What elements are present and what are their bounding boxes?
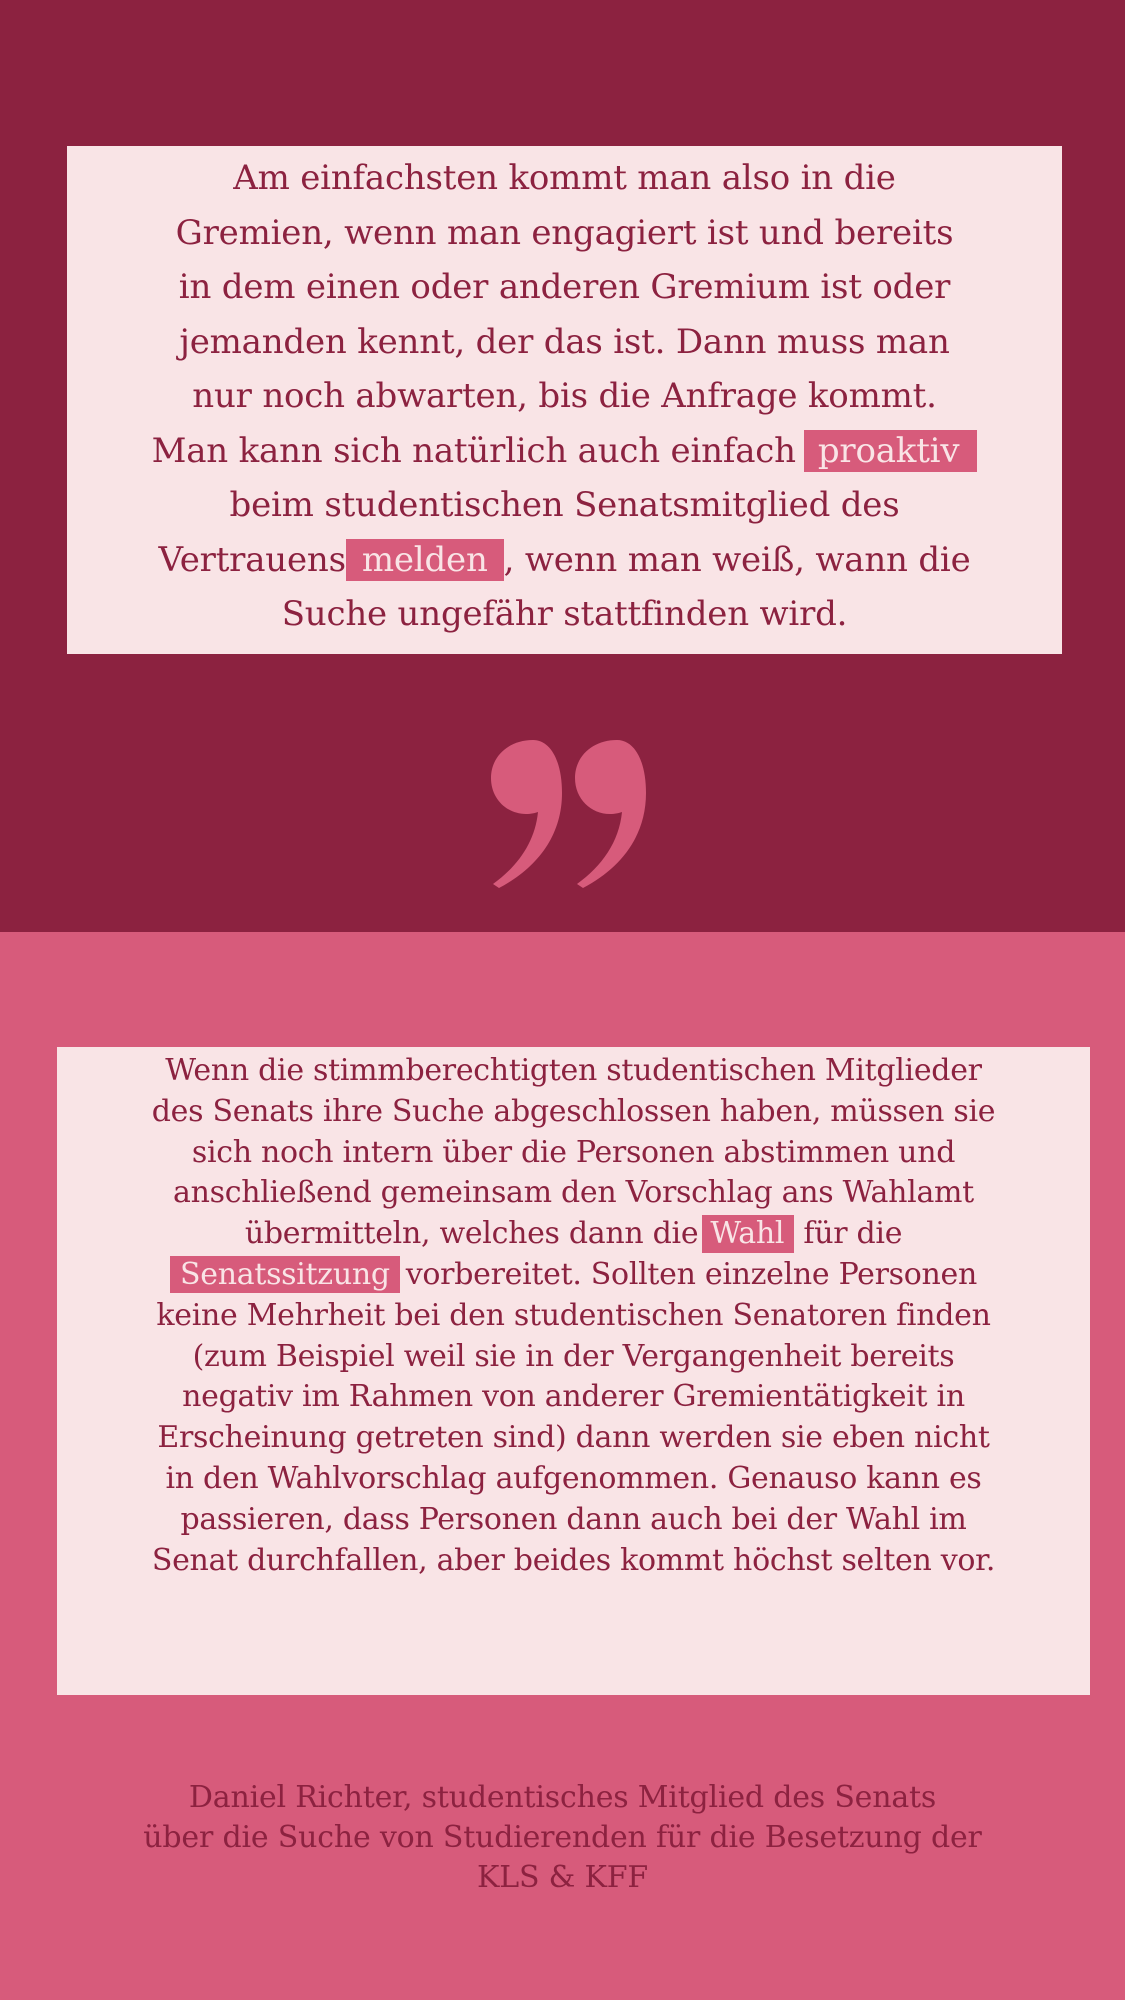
quote-line: passieren, dass Personen dann auch bei der Wahl im bbox=[180, 1501, 967, 1537]
highlight-proaktiv: proaktiv bbox=[804, 430, 978, 473]
quote-text: übermitteln, welches dann die bbox=[244, 1216, 699, 1252]
quote-line: Senat durchfallen, aber beides kommt höchst selten vor. bbox=[151, 1542, 996, 1578]
quote-text: , wenn man weiß, wann die bbox=[503, 539, 971, 580]
top-panel bbox=[0, 0, 1125, 932]
quote-line: anschließend gemeinsam den Vorschlag ans Wahlamt bbox=[173, 1175, 974, 1211]
quote-line: Am einfachsten kommt man also in die bbox=[233, 158, 896, 198]
highlight-melden: melden bbox=[346, 539, 504, 582]
quote-line: in den Wahlvorschlag aufgenommen. Genauso kann es bbox=[165, 1460, 982, 1496]
quote-text: für die bbox=[803, 1216, 903, 1252]
quote-line: Gremien, wenn man engagiert ist und bereits bbox=[175, 212, 954, 253]
closing-quote-icon bbox=[485, 738, 650, 888]
quote-line bbox=[57, 1255, 1090, 1296]
quote-line: nur noch abwarten, bis die Anfrage kommt. bbox=[192, 376, 937, 416]
quote-line: keine Mehrheit bei den studentischen Senatoren finden bbox=[156, 1297, 991, 1333]
caption-line: Daniel Richter, studentisches Mitglied des Senats bbox=[188, 1780, 937, 1815]
quote-line bbox=[57, 1214, 1090, 1255]
quote-text: Man kann sich natürlich auch einfach bbox=[151, 430, 796, 471]
quote-line: Wenn die stimmberechtigten studentischen Mitglieder bbox=[165, 1053, 982, 1088]
quote-mark-left bbox=[491, 740, 562, 888]
top-quote-card bbox=[67, 146, 1062, 654]
attribution-caption bbox=[0, 1778, 1125, 1898]
caption-line: über die Suche von Studierenden für die Besetzung der bbox=[143, 1820, 982, 1855]
caption-line: KLS & KFF bbox=[477, 1860, 648, 1895]
quote-line: negativ im Rahmen von anderer Gremientätigkeit in bbox=[182, 1379, 965, 1415]
quote-line: sich noch intern über die Personen abstimmen und bbox=[191, 1134, 956, 1170]
quote-line: in dem einen oder anderen Gremium ist oder bbox=[178, 267, 951, 307]
quote-line: Erscheinung getreten sind) dann werden sie eben nicht bbox=[157, 1420, 990, 1456]
quote-mark-right bbox=[575, 740, 646, 888]
highlight-senatssitzung: Senatssitzung bbox=[170, 1256, 400, 1294]
quote-line bbox=[67, 424, 1062, 479]
quote-line: Suche ungefähr stattfinden wird. bbox=[281, 594, 848, 634]
quote-line bbox=[67, 533, 1062, 588]
quote-text: vorbereitet. Sollten einzelne Personen bbox=[405, 1256, 977, 1292]
quote-line: beim studentischen Senatsmitglied des bbox=[229, 485, 900, 525]
bottom-quote-card bbox=[57, 1047, 1090, 1695]
quote-line: (zum Beispiel weil sie in der Vergangenheit bereits bbox=[192, 1338, 955, 1374]
quote-line: des Senats ihre Suche abgeschlossen haben, müssen sie bbox=[151, 1093, 996, 1129]
quote-line: jemanden kennt, der das ist. Dann muss man bbox=[179, 321, 950, 362]
quote-text: Vertrauens bbox=[158, 539, 346, 580]
highlight-wahl: Wahl bbox=[702, 1215, 794, 1253]
